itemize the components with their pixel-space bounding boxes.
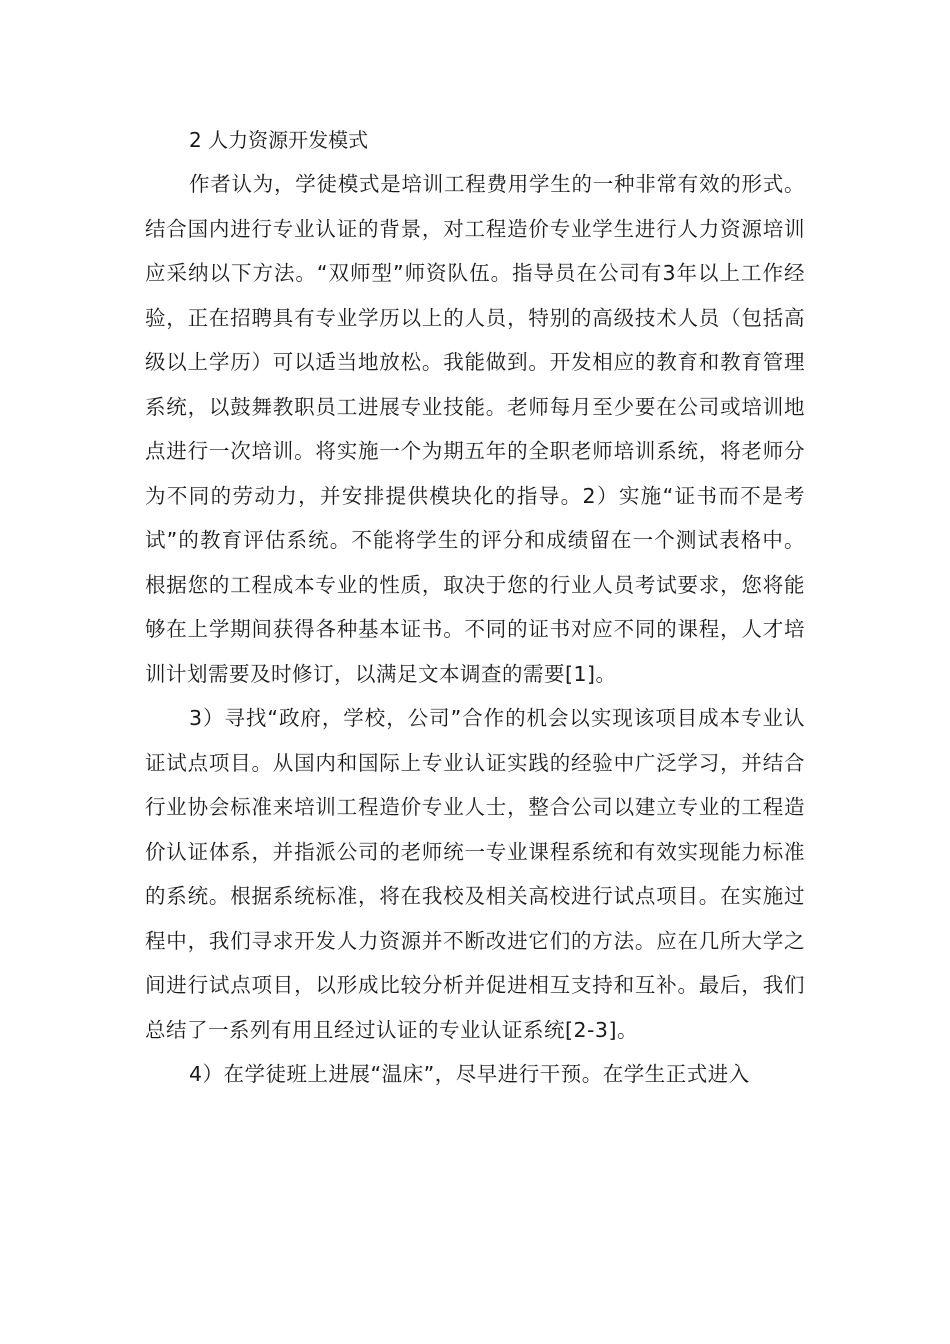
document-body [145,118,805,1097]
paragraph-2: 3）寻找“政府，学校，公司”合作的机会以实现该项目成本专业认证试点项目。从国内和国际上专业认证实践的经验中广泛学习，并结合行业协会标准来培训工程造价专业人士，整合公司以建立专业的工程造价认证体系，并指派公司的老师统一专业课程系统和有效实现能力标准的系统。根据系统标准，将在我校及相关高校进行试点项目。在实施过程中，我们寻求开发人力资源并不断改进它们的方法。应在几所大学之间进行试点项目，以形成比较分析并促进相互支持和互补。最后，我们总结了一系列有用且经过认证的专业认证系统[2-3]。 [145,706,805,1042]
paragraph-1: 作者认为，学徒模式是培训工程费用学生的一种非常有效的形式。结合国内进行专业认证的背景，对工程造价专业学生进行人力资源培训应采纳以下方法。“双师型”师资队伍。指导员在公司有3年以上工作经验，正在招聘具有专业学历以上的人员，特别的高级技术人员（包括高级以上学历）可以适当地放松。我能做到。开发相应的教育和教育管理系统，以鼓舞教职员工进展专业技能。老师每月至少要在公司或培训地点进行一次培训。将实施一个为期五年的全职老师培训系统，将老师分为不同的劳动力，并安排提供模块化的指导。2）实施“证书而不是考试”的教育评估系统。不能将学生的评分和成绩留在一个测试表格中。根据您的工程成本专业的性质，取决于您的行业人员考试要求，您将能够在上学期间获得各种基本证书。不同的证书对应不同的课程，人才培训计划需要及时修订，以满足文本调查的需要[1]。 [145,172,805,686]
paragraph-3: 4）在学徒班上进展“温床”，尽早进行干预。在学生正式进入 [189,1062,750,1086]
section-heading: 2 人力资源开发模式 [189,128,369,152]
